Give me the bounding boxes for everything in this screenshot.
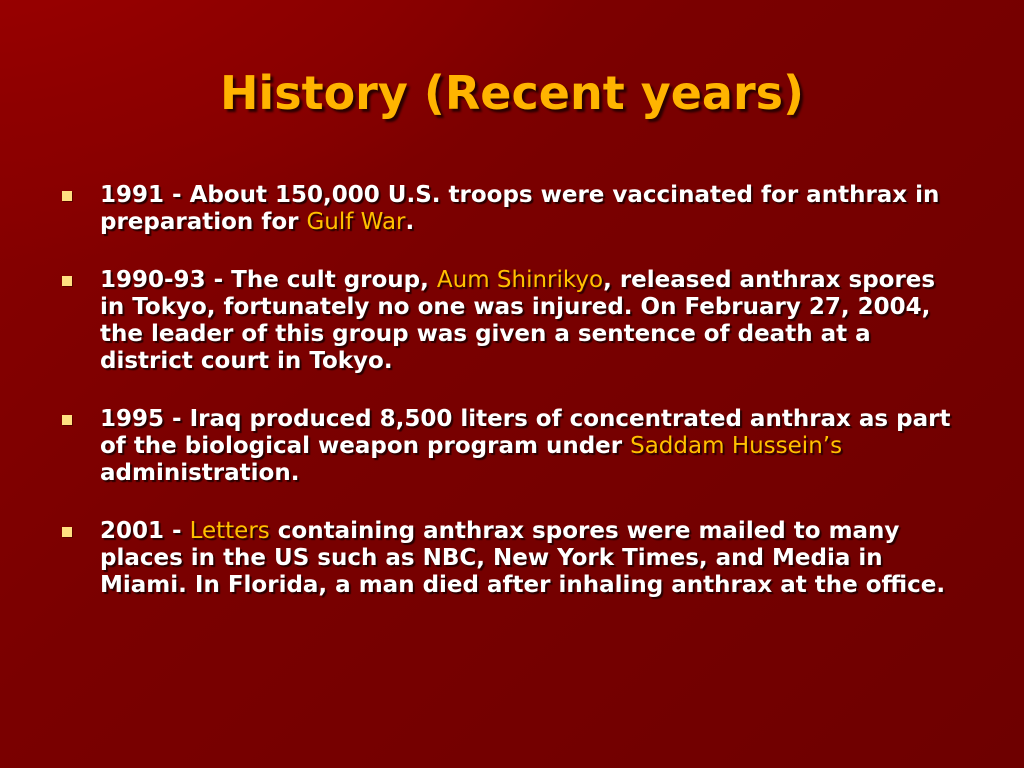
slide-title: History (Recent years) bbox=[219, 66, 805, 120]
bullet-text: containing anthrax spores were mailed to many places in the US such as NBC, New York Times, and Media in Miami. In Florida, a man died after inhaling anthrax at the office. bbox=[100, 518, 946, 598]
square-bullet-icon bbox=[62, 276, 72, 286]
square-bullet-icon bbox=[62, 415, 72, 425]
bullet-list bbox=[62, 182, 962, 630]
bullet-item bbox=[62, 518, 962, 599]
bullet-item bbox=[62, 406, 962, 487]
highlighted-term: Saddam Hussein’s bbox=[630, 433, 843, 459]
bullet-text: 1991 - About 150,000 U.S. troops were vaccinated for anthrax in preparation for bbox=[100, 182, 940, 235]
highlighted-term: Letters bbox=[189, 518, 270, 544]
highlighted-term: Aum Shinrikyo bbox=[436, 267, 604, 293]
square-bullet-icon bbox=[62, 527, 72, 537]
bullet-item bbox=[62, 182, 962, 236]
bullet-item bbox=[62, 267, 962, 375]
bullet-text: 1990-93 - The cult group, bbox=[100, 267, 437, 293]
square-bullet-icon bbox=[62, 191, 72, 201]
bullet-text: . bbox=[405, 209, 415, 235]
bullet-text: administration. bbox=[100, 460, 300, 486]
bullet-text: 1995 - Iraq produced 8,500 liters of concentrated anthrax as part of the biological weapon program under bbox=[100, 406, 951, 459]
bullet-text: , released anthrax spores in Tokyo, fortunately no one was injured. On February 27, 2004, the leader of this group was given a sentence of death at a district court in Tokyo. bbox=[100, 267, 936, 374]
highlighted-term: Gulf War bbox=[306, 209, 406, 235]
bullet-text: 2001 - bbox=[100, 518, 190, 544]
